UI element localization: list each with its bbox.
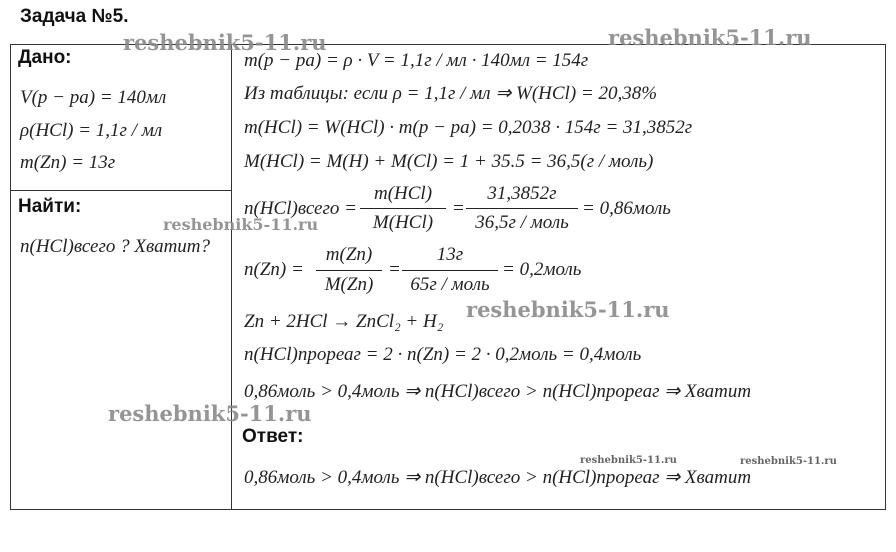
fraction-zn-lhs: n(Zn) = bbox=[244, 259, 304, 280]
given-heading: Дано: bbox=[18, 47, 72, 68]
column-divider bbox=[231, 44, 232, 510]
watermark: reshebnik5-11.ru bbox=[608, 25, 812, 50]
fraction-hcl-den2: 36,5г / моль bbox=[475, 212, 569, 233]
watermark: reshebnik5-11.ru bbox=[466, 297, 670, 322]
solution-line-mass-solution: m(p − pa) = ρ · V = 1,1г / мл · 140мл = 154г bbox=[244, 50, 589, 71]
given-find-divider bbox=[10, 190, 232, 191]
fraction-bar bbox=[466, 208, 578, 209]
fraction-hcl-lhs: n(HCl)всего = bbox=[244, 198, 357, 219]
fraction-bar bbox=[316, 270, 382, 271]
fraction-hcl-den1: M(HCl) bbox=[372, 212, 434, 233]
given-volume: V(p − pa) = 140мл bbox=[20, 87, 167, 108]
fraction-zn-den2: 65г / моль bbox=[410, 274, 490, 295]
solution-line-table-lookup: Из таблицы: если ρ = 1,1г / мл ⇒ W(HCl) = 20,38% bbox=[244, 83, 658, 104]
find-question: n(HCl)всего ? Хватит? bbox=[20, 236, 211, 257]
solution-line-comparison: 0,86моль > 0,4моль ⇒ n(HCl)всего > n(HCl)прореаг ⇒ Хватит bbox=[244, 381, 752, 402]
given-zinc-mass: m(Zn) = 13г bbox=[20, 152, 116, 173]
given-density: ρ(HCl) = 1,1г / мл bbox=[20, 120, 163, 141]
fraction-bar bbox=[360, 208, 446, 209]
reaction-equation: Zn + 2HCl → ZnCl₂ + H₂ bbox=[244, 311, 444, 332]
watermark: reshebnik5-11.ru bbox=[740, 456, 837, 467]
fraction-hcl-result: = 0,86моль bbox=[582, 198, 671, 219]
answer-heading: Ответ: bbox=[242, 426, 304, 447]
task-title: Задача №5. bbox=[20, 6, 129, 27]
fraction-bar bbox=[402, 270, 498, 271]
fraction-zn-result: = 0,2моль bbox=[502, 259, 582, 280]
fraction-zn-den1: M(Zn) bbox=[324, 274, 374, 295]
fraction-zn-eq: = bbox=[388, 259, 401, 280]
watermark: reshebnik5-11.ru bbox=[108, 401, 312, 426]
find-heading: Найти: bbox=[18, 196, 82, 217]
watermark: reshebnik5-11.ru bbox=[123, 30, 327, 55]
solution-line-mass-hcl: m(HCl) = W(HCl) · m(p − pa) = 0,2038 · 154г = 31,3852г bbox=[244, 117, 693, 138]
answer-line: 0,86моль > 0,4моль ⇒ n(HCl)всего > n(HCl)прореаг ⇒ Хватит bbox=[244, 467, 752, 488]
fraction-hcl-num1: m(HCl) bbox=[373, 183, 433, 204]
solution-line-molar-mass: M(HCl) = M(H) + M(Cl) = 1 + 35.5 = 36,5(г / моль) bbox=[244, 151, 654, 172]
fraction-hcl-num2: 31,3852г bbox=[487, 183, 557, 204]
fraction-hcl-eq: = bbox=[452, 198, 465, 219]
solution-line-reacted-hcl: n(HCl)прореаг = 2 · n(Zn) = 2 · 0,2моль = 0,4моль bbox=[244, 344, 642, 365]
fraction-zn-num2: 13г bbox=[436, 244, 464, 265]
watermark: reshebnik5-11.ru bbox=[580, 455, 677, 466]
watermark: reshebnik5-11.ru bbox=[163, 215, 319, 234]
fraction-zn-num1: m(Zn) bbox=[325, 244, 373, 265]
